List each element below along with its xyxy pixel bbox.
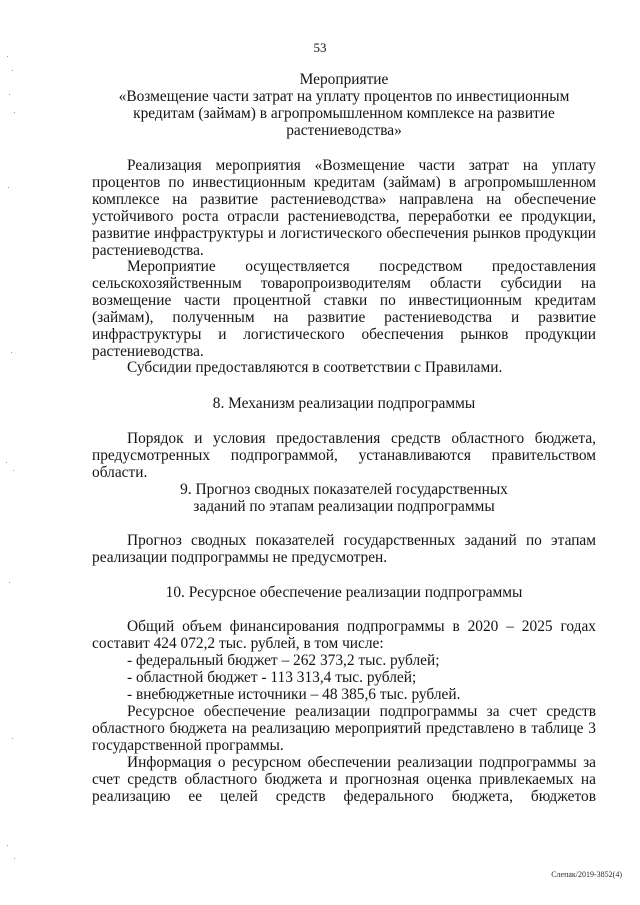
paragraph-line: Прогноз сводных показателей государственных заданий по этапам bbox=[127, 532, 596, 549]
paragraph-line: растениеводства. bbox=[92, 242, 204, 259]
paragraph-line: Реализация мероприятия «Возмещение части затрат на уплату bbox=[127, 157, 596, 174]
document-footer-code: Слепак/2019-3852(4) bbox=[551, 870, 622, 879]
paragraph-line: Ресурсное обеспечение реализации подпрограммы за счет средств bbox=[127, 703, 596, 720]
scan-speck bbox=[6, 462, 7, 463]
paragraph-line: (займам), полученным на развитие растениеводства и развитие bbox=[92, 309, 596, 326]
paragraph-line: сельскохозяйственным товаропроизводителям области субсидии на bbox=[92, 275, 596, 292]
paragraph-line: реализации подпрограммы не предусмотрен. bbox=[92, 549, 388, 566]
scan-speck bbox=[8, 187, 9, 188]
paragraph-line: счет средств областного бюджета и прогнозная оценка привлекаемых на bbox=[92, 771, 596, 788]
scan-speck bbox=[14, 112, 15, 113]
scan-speck bbox=[13, 470, 14, 471]
scan-speck bbox=[9, 582, 10, 583]
section-title-line-2: «Возмещение части затрат на уплату процентов по инвестиционным bbox=[118, 88, 570, 105]
funding-list-item: - федеральный бюджет – 262 373,2 тыс. рублей; bbox=[127, 652, 440, 669]
scan-speck bbox=[7, 56, 8, 57]
paragraph-line: государственной программы. bbox=[92, 737, 284, 754]
paragraph-line: развитие инфраструктуры и логистического обеспечения рынков продукции bbox=[92, 225, 596, 242]
paragraph-line: Общий объем финансирования подпрограммы в 2020 – 2025 годах bbox=[127, 618, 596, 635]
paragraph-line: инфраструктуры и логистического обеспечения рынков продукции bbox=[92, 326, 596, 343]
paragraph-line: устойчивого роста отрасли растениеводства, переработки ее продукции, bbox=[92, 208, 596, 225]
heading-section-9-line-1: 9. Прогноз сводных показателей государственных bbox=[180, 481, 508, 498]
paragraph-line: процентов по инвестиционным кредитам (займам) в агропромышленном bbox=[92, 174, 596, 191]
paragraph-line: областного бюджета на реализацию мероприятий представлено в таблице 3 bbox=[92, 720, 596, 737]
scan-speck bbox=[12, 738, 13, 739]
paragraph-line: предусмотренных подпрограммой, устанавливаются правительством bbox=[92, 447, 596, 464]
paragraph-line: реализацию ее целей средств федерального бюджета, бюджетов bbox=[92, 788, 596, 805]
funding-list-item: - внебюджетные источники – 48 385,6 тыс. рублей. bbox=[127, 686, 461, 703]
paragraph-line: Мероприятие осуществляется посредством предоставления bbox=[127, 258, 596, 275]
scan-speck bbox=[12, 70, 13, 71]
scan-speck bbox=[7, 845, 8, 846]
scan-speck bbox=[9, 94, 10, 95]
heading-section-10: 10. Ресурсное обеспечение реализации подпрограммы bbox=[165, 584, 523, 601]
paragraph-line: области. bbox=[92, 464, 148, 481]
scan-speck bbox=[11, 352, 12, 353]
paragraph-line: составит 424 072,2 тыс. рублей, в том числе: bbox=[92, 635, 384, 652]
paragraph-line: растениеводства. bbox=[92, 343, 204, 360]
funding-list-item: - областной бюджет - 113 313,4 тыс. рублей; bbox=[127, 669, 417, 686]
paragraph-line: возмещение части процентной ставки по инвестиционным кредитам bbox=[92, 292, 596, 309]
section-title-line-3: кредитам (займам) в агропромышленном комплексе на развитие bbox=[133, 105, 555, 122]
heading-section-8: 8. Механизм реализации подпрограммы bbox=[212, 395, 476, 412]
section-title-line-4: растениеводства» bbox=[286, 122, 402, 139]
paragraph-line: Субсидии предоставляются в соответствии с Правилами. bbox=[127, 359, 503, 376]
scan-speck bbox=[14, 858, 15, 859]
paragraph-line: Порядок и условия предоставления средств областного бюджета, bbox=[127, 430, 596, 447]
paragraph-line: комплексе на развитие растениеводства» направлена на обеспечение bbox=[92, 191, 596, 208]
paragraph-line: Информация о ресурсном обеспечении реализации подпрограммы за bbox=[127, 754, 596, 771]
page-number: 53 bbox=[313, 40, 327, 55]
heading-section-9-line-2: заданий по этапам реализации подпрограммы bbox=[193, 498, 495, 515]
section-title-line-1: Мероприятие bbox=[299, 71, 389, 88]
